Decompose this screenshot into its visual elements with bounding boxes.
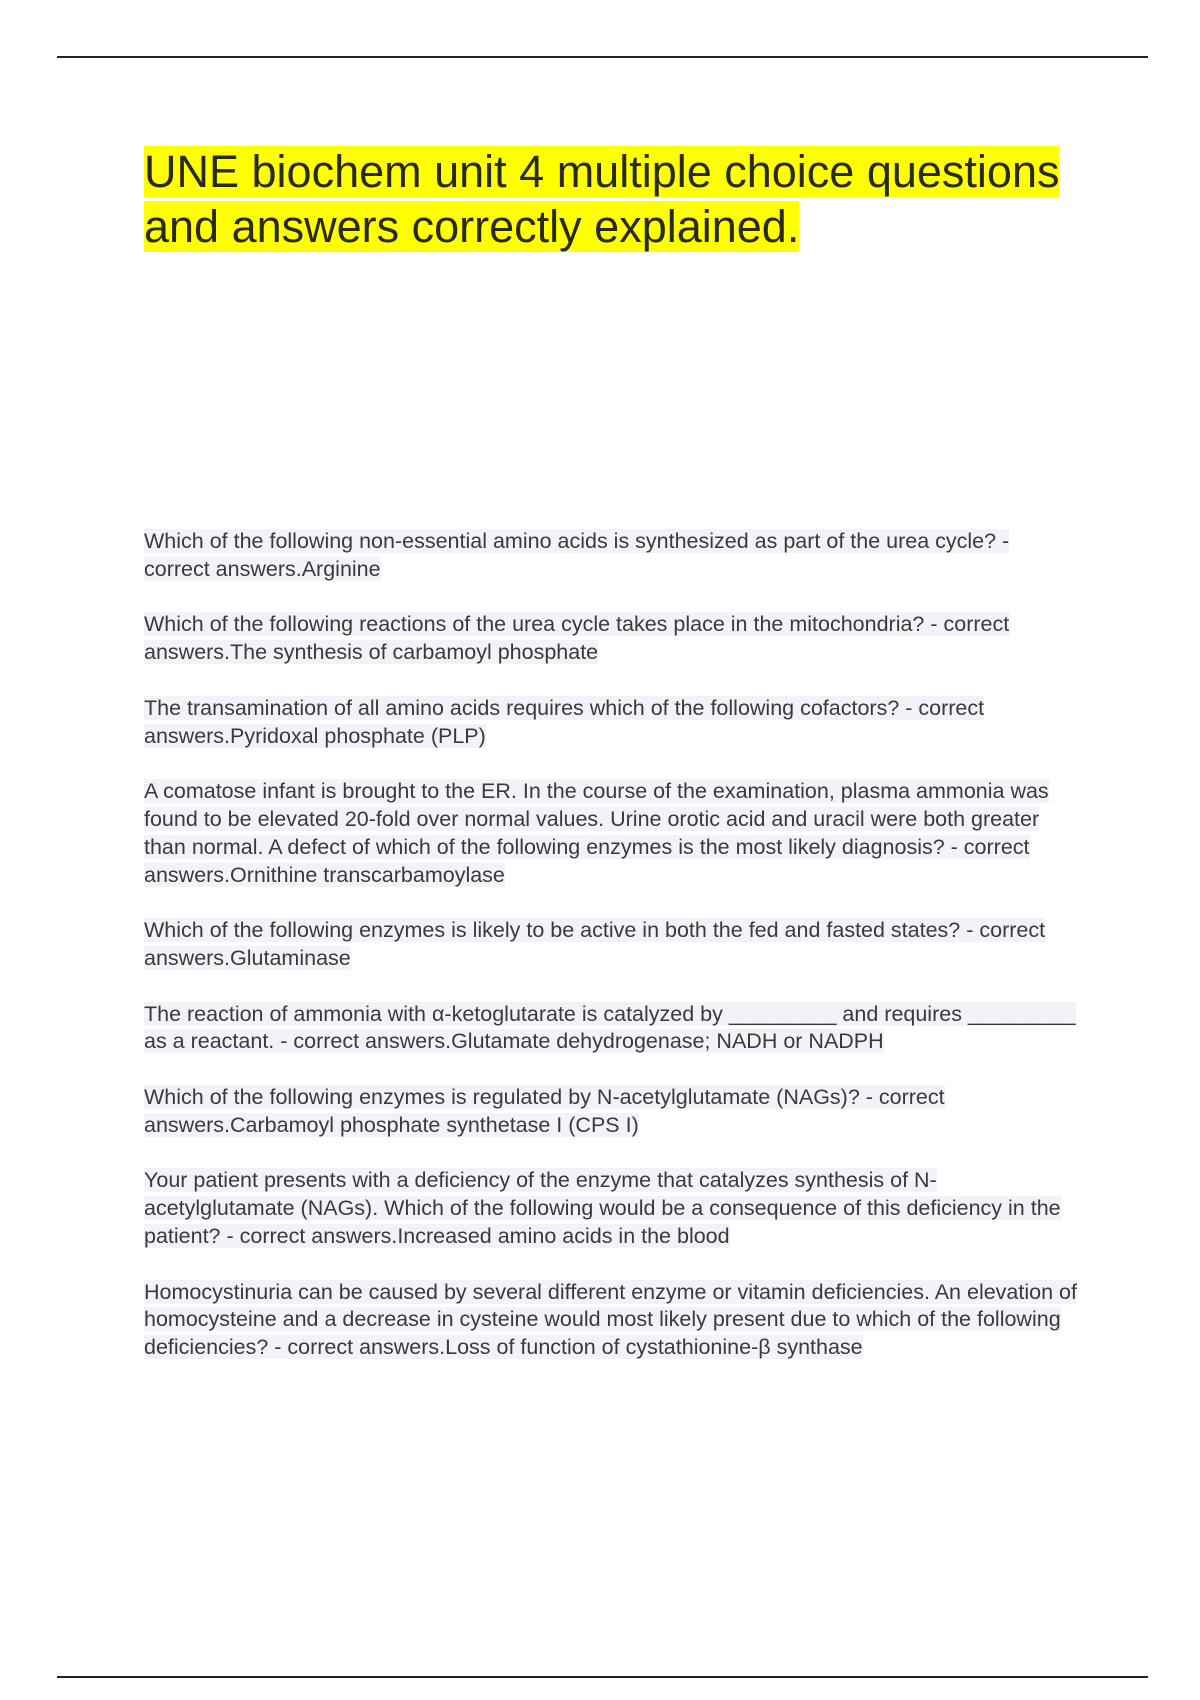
qa-text: Which of the following enzymes is likely to be active in both the fed and fasted states? - correct answers.Glutaminase xyxy=(144,918,1046,970)
qa-item xyxy=(144,695,1079,751)
qa-item xyxy=(144,1279,1079,1362)
footer-rule xyxy=(57,1676,1148,1678)
qa-text: A comatose infant is brought to the ER. In the course of the examination, plasma ammonia was found to be elevated 20-fold over normal values. Urine orotic acid and uracil were both greater than normal. A defect of which of the following enzymes is the most likely diagnosis? - correct answers.Ornithine transcarbamoylase xyxy=(144,779,1049,887)
title-text: UNE biochem unit 4 multiple choice questions and answers correctly explained. xyxy=(144,146,1060,252)
qa-text: Which of the following non-essential amino acids is synthesized as part of the urea cycle? - correct answers.Arginine xyxy=(144,529,1010,581)
qa-text: The reaction of ammonia with α-ketoglutarate is catalyzed by _________ and requires _________ as a reactant. - correct answers.Glutamate dehydrogenase; NADH or NADPH xyxy=(144,1001,1076,1054)
qa-item xyxy=(144,611,1079,667)
qa-item xyxy=(144,1167,1079,1250)
qa-item xyxy=(144,1001,1079,1057)
qa-text: The transamination of all amino acids requires which of the following cofactors? - correct answers.Pyridoxal phosphate (PLP) xyxy=(144,695,985,748)
qa-text: Homocystinuria can be caused by several different enzyme or vitamin deficiencies. An elevation of homocysteine and a decrease in cysteine would most likely present due to which of the following deficiencies? - correct answers.Loss of function of cystathionine-β synthase xyxy=(144,1279,1077,1360)
document-title xyxy=(144,144,1084,254)
qa-item xyxy=(144,528,1079,584)
qa-item xyxy=(144,917,1079,973)
qa-text: Your patient presents with a deficiency of the enzyme that catalyzes synthesis of N-acetylglutamate (NAGs). Which of the following would be a consequence of this deficiency in the patient? - correct answers.Increased amino acids in the blood xyxy=(144,1168,1061,1248)
qa-text: Which of the following enzymes is regulated by N-acetylglutamate (NAGs)? - correct answers.Carbamoyl phosphate synthetase I (CPS I) xyxy=(144,1084,945,1137)
qa-text: Which of the following reactions of the urea cycle takes place in the mitochondria? - correct answers.The synthesis of carbamoyl phosphate xyxy=(144,612,1010,665)
qa-list xyxy=(144,528,1079,1390)
qa-item xyxy=(144,778,1079,889)
qa-item xyxy=(144,1084,1079,1140)
header-rule xyxy=(57,56,1148,58)
